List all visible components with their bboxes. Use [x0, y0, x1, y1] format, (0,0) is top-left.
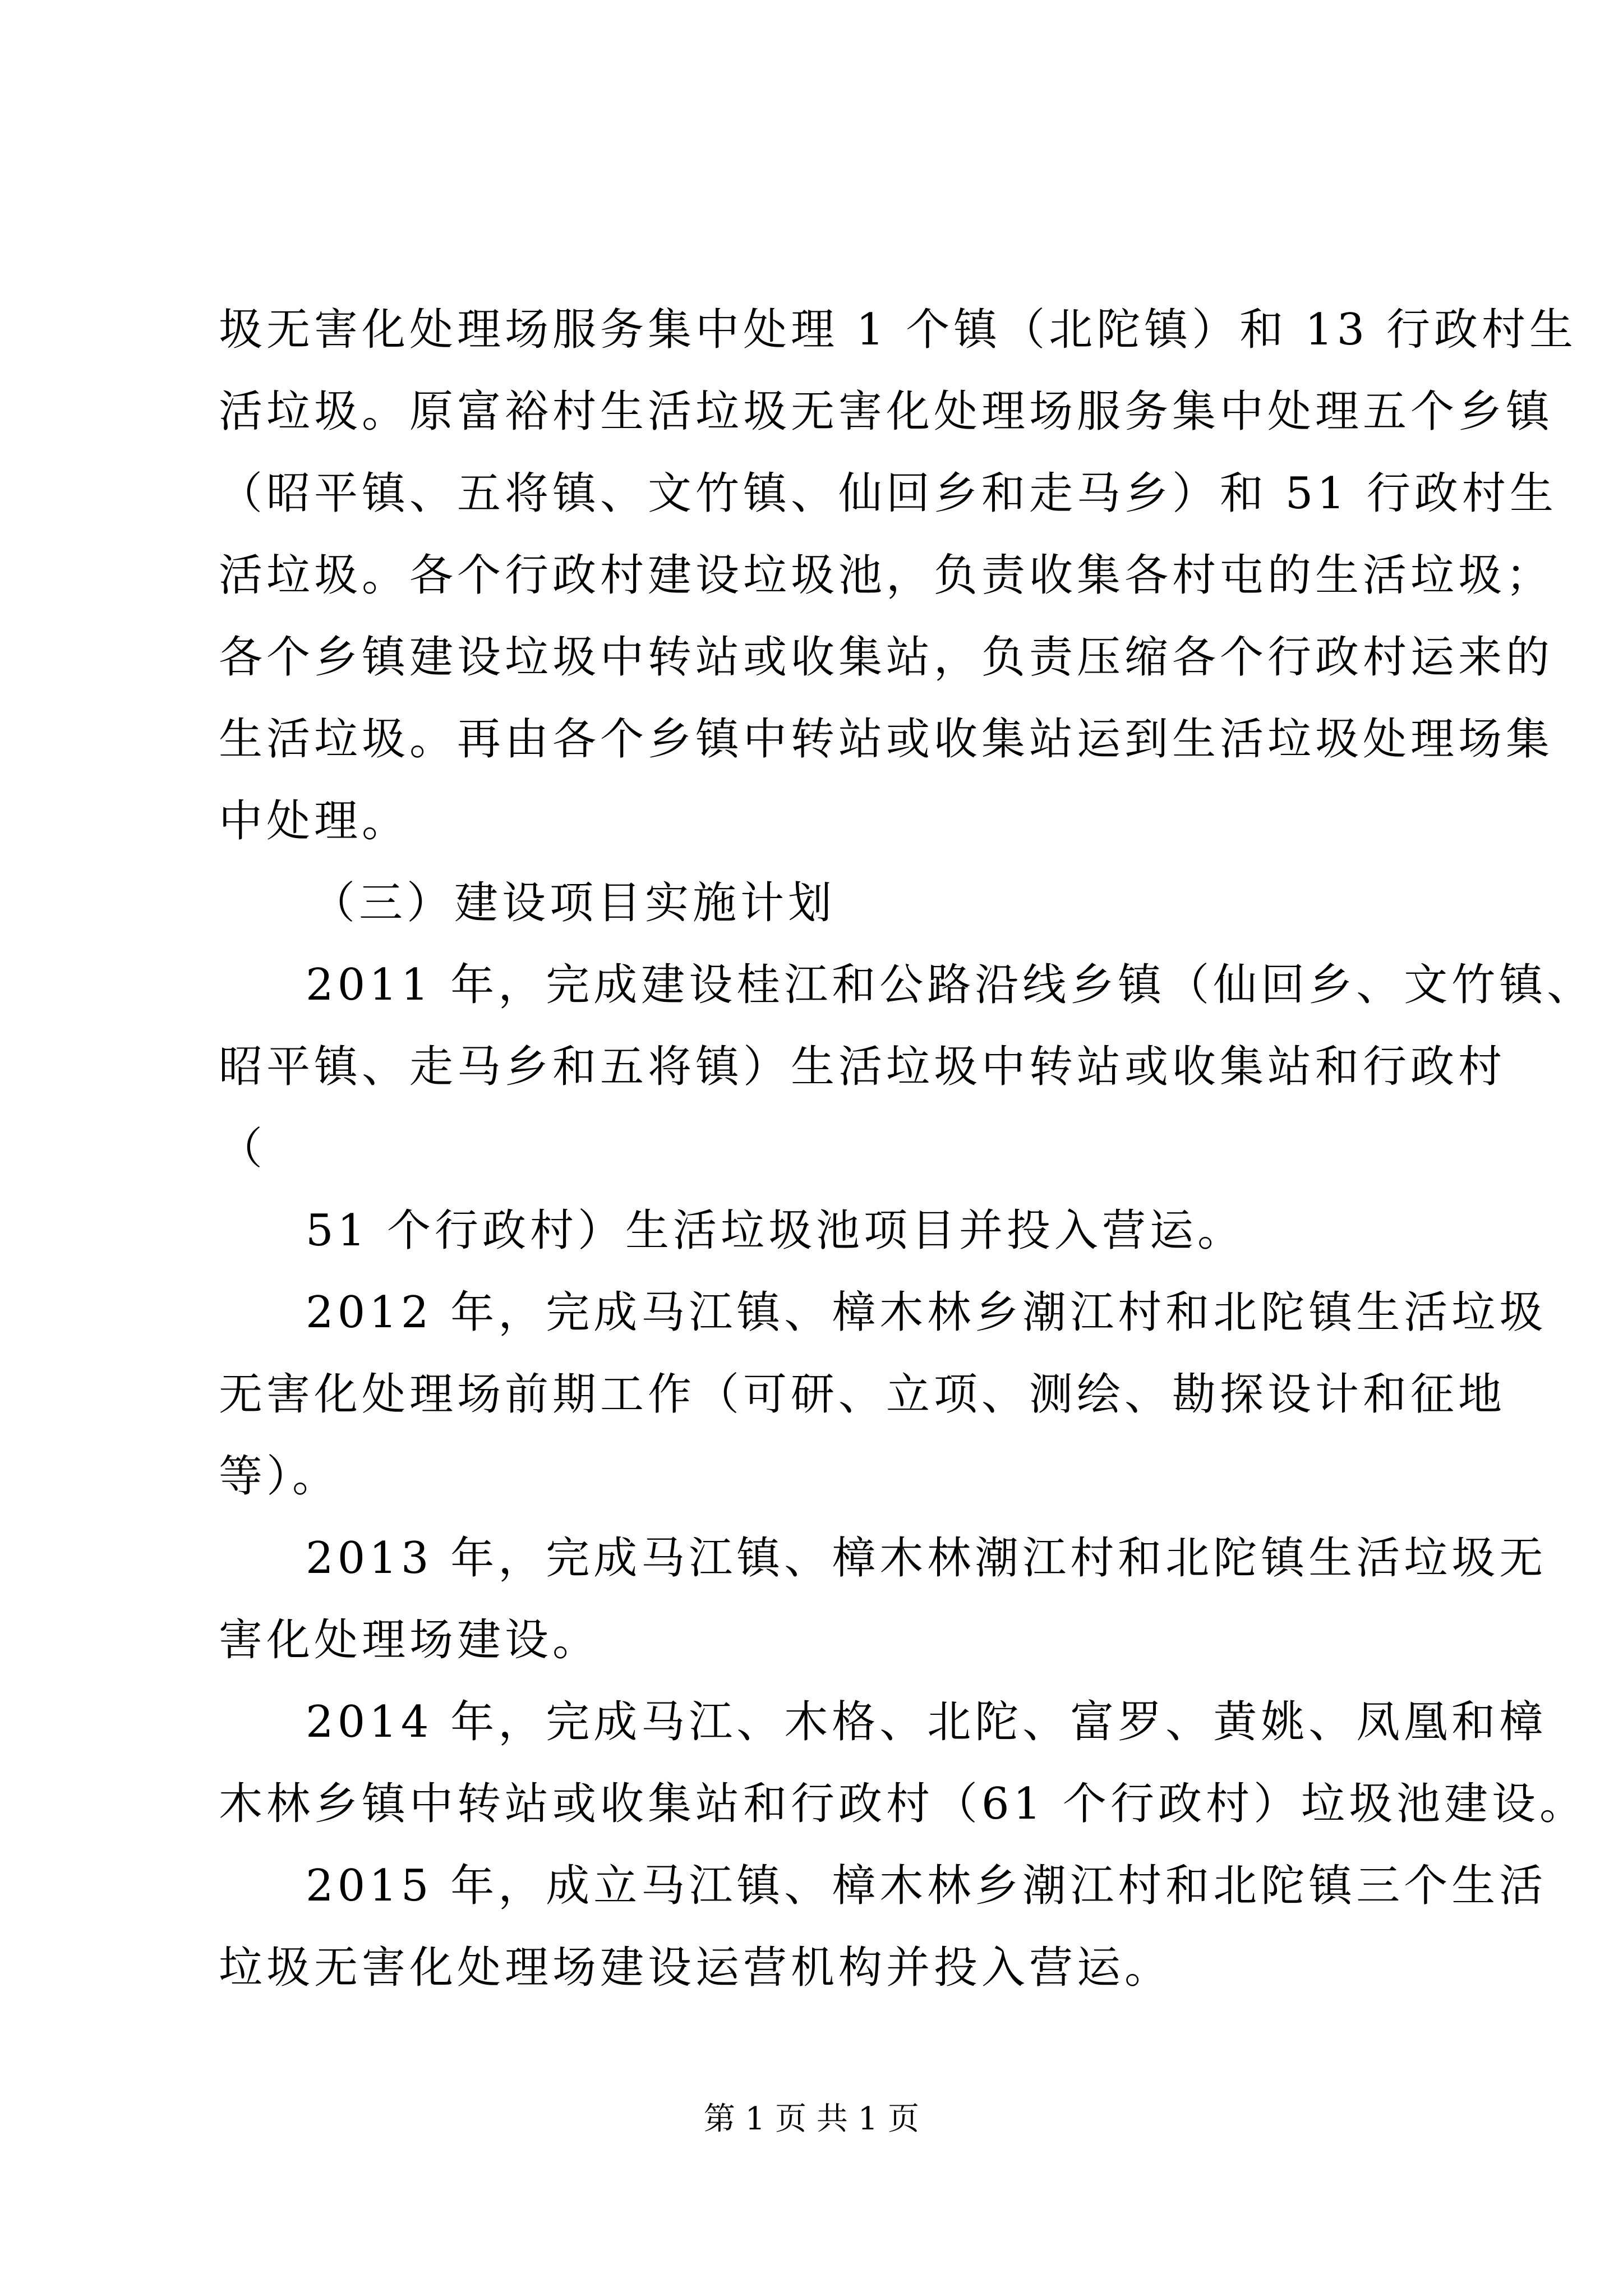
- body-text-line: 2012 年，完成马江镇、樟木林乡潮江村和北陀镇生活垃圾: [306, 1287, 1547, 1338]
- body-text-line: （: [219, 1124, 267, 1174]
- body-text-line: 51 个行政村）生活垃圾池项目并投入营运。: [306, 1205, 1246, 1256]
- body-text-line: 等）。: [219, 1451, 340, 1502]
- body-text-line: 垃圾无害化处理场建设运营机构并投入营运。: [219, 1943, 1173, 1993]
- body-text-line: 2013 年，完成马江镇、樟木林潮江村和北陀镇生活垃圾无: [306, 1533, 1547, 1584]
- body-text-line: （昭平镇、五将镇、文竹镇、仙回乡和走马乡）和 51 行政村生: [219, 468, 1557, 519]
- body-text-line: 各个乡镇建设垃圾中转站或收集站，负责压缩各个行政村运来的: [219, 632, 1554, 683]
- body-text-line: 活垃圾。各个行政村建设垃圾池，负责收集各村屯的生活垃圾；: [219, 550, 1554, 601]
- body-text-line: 2015 年，成立马江镇、樟木林乡潮江村和北陀镇三个生活: [306, 1861, 1547, 1911]
- page-footer: 第 1 页 共 1 页: [703, 2101, 920, 2137]
- body-text-line: 昭平镇、走马乡和五将镇）生活垃圾中转站或收集站和行政村: [219, 1042, 1506, 1092]
- body-text-line: 生活垃圾。再由各个乡镇中转站或收集站运到生活垃圾处理场集: [219, 714, 1554, 765]
- body-text-line: 2014 年，完成马江、木格、北陀、富罗、黄姚、凤凰和樟: [306, 1697, 1547, 1747]
- body-text-line: 圾无害化处理场服务集中处理 1 个镇（北陀镇）和 13 行政村生: [219, 305, 1578, 355]
- body-text-line: 无害化处理场前期工作（可研、立项、测绘、勘探设计和征地: [219, 1369, 1506, 1420]
- body-text-line: 害化处理场建设。: [219, 1615, 601, 1665]
- body-text-line: 中处理。: [219, 796, 410, 846]
- body-text-line: 木林乡镇中转站或收集站和行政村（61 个行政村）垃圾池建设。: [219, 1779, 1588, 1829]
- section-heading: （三）建设项目实施计划: [311, 878, 836, 928]
- body-text-line: 2011 年，完成建设桂江和公路沿线乡镇（仙回乡、文竹镇、: [306, 960, 1595, 1010]
- body-text-line: 活垃圾。原富裕村生活垃圾无害化处理场服务集中处理五个乡镇: [219, 386, 1554, 437]
